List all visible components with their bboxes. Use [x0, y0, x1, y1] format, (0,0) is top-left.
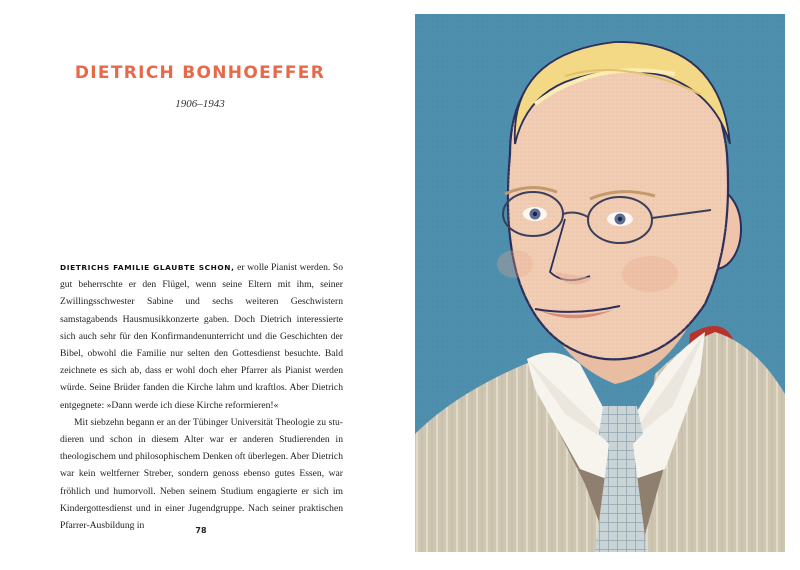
chapter-title: DIETRICH BONHOEFFER	[74, 63, 326, 83]
paragraph-2: Mit siebzehn begann er an der Tübinger Universität Theologie zu studieren und schon in diesem Alter war er anderen Studierenden in theologischem und philosophischem Denken oft überlegen. Aber Dietrich war kein weltferner Streber, sondern genoss ebenso gutes Essen, war fröhlich und humorvoll. Neben seinem Studium engagierte er sich im Kindergottesdienst und in einer Jugendgruppe. Nach seiner praktischen Pfarrer-Ausbildung in	[60, 416, 343, 532]
body-text	[60, 259, 343, 534]
portrait-illustration	[415, 14, 785, 552]
lead-in-text: DIETRICHS FAMILIE GLAUBTE SCHON,	[60, 263, 235, 272]
paragraph-1-text: er wolle Pianist werden. So gut beherrschte er den Flügel, wenn seine Eltern mit ihm, seiner Zwillingsschwester Sabine und sechs weiteren Geschwistern samstagabends Hausmusikkonzerte gaben. Doch Dietrich interessierte sich auch sehr für den Konfirmandenunterricht und die Geschichten der Bibel, obwohl die Familie nur selten den Gottesdienst besuchte. Bald zeichnete es sich ab, dass er wohl doch eher Pfarrer als Pianist werden würde. Seine Brüder fanden die Kirche lahm und kraftlos. Aber Dietrich entgegnete: »Dann werde ich diese Kirche reformieren!«	[60, 262, 343, 411]
page-number: 78	[195, 526, 207, 535]
paragraph-1	[60, 259, 343, 414]
life-dates: 1906–1943	[175, 98, 225, 110]
